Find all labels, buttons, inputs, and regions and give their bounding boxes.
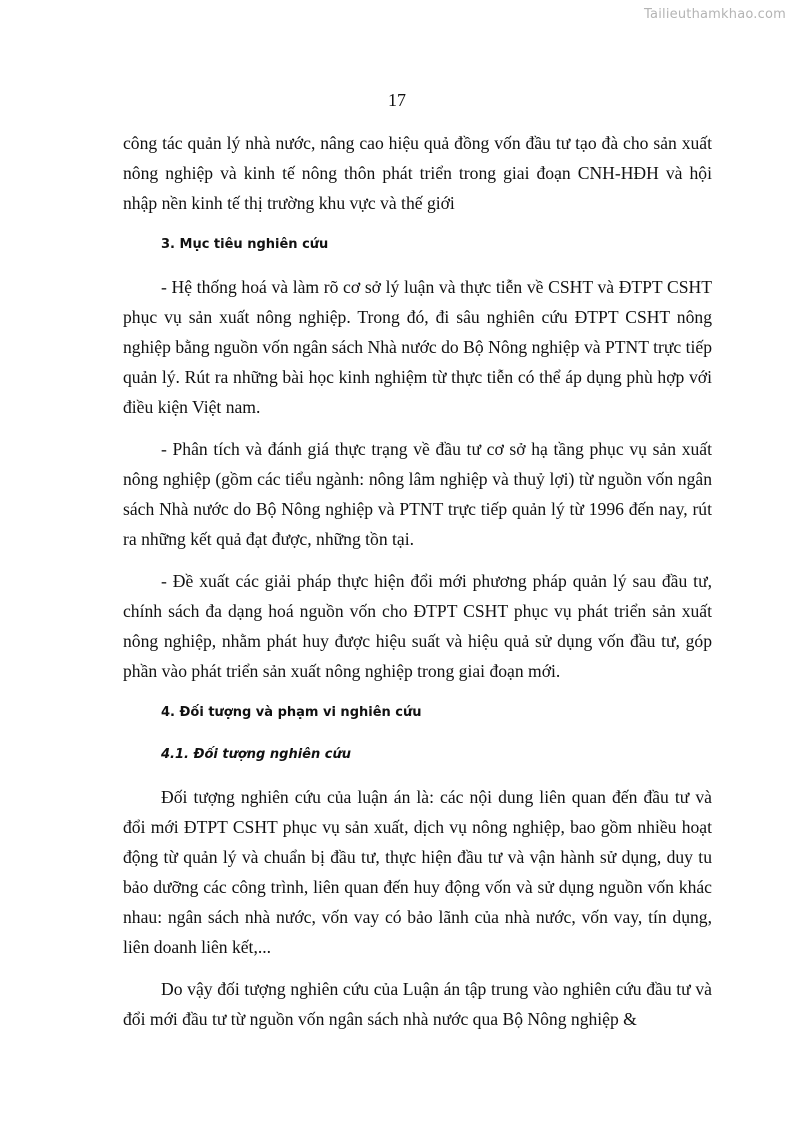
paragraph-objective-1: - Hệ thống hoá và làm rõ cơ sở lý luận và thực tiễn về CSHT và ĐTPT CSHT phục vụ sản xuất nông nghiệp. Trong đó, đi sâu nghiên cứu ĐTPT CSHT nông nghiệp bằng nguồn vốn ngân sách Nhà nước do Bộ Nông nghiệp và PTNT trực tiếp quản lý. Rút ra những bài học kinh nghiệm từ thực tiễn có thể áp dụng phù hợp với điều kiện Việt nam.: [123, 277, 712, 417]
paragraph-research-subject: Đối tượng nghiên cứu của luận án là: các nội dung liên quan đến đầu tư và đổi mới ĐTPT CSHT phục vụ sản xuất, dịch vụ nông nghiệp, bao gồm nhiều hoạt động từ quản lý và chuẩn bị đầu tư, thực hiện đầu tư và vận hành sử dụng, duy tu bảo dưỡng các công trình, liên quan đến huy động vốn và sử dụng nguồn vốn khác nhau: ngân sách nhà nước, vốn vay có bảo lãnh của nhà nước, vốn vay, tín dụng, liên doanh liên kết,...: [123, 787, 712, 957]
document-body: [123, 128, 712, 1046]
page-number: 17: [388, 90, 406, 110]
section-heading-subject-scope: 4. Đối tượng và phạm vi nghiên cứu: [161, 705, 422, 720]
paragraph-objective-3: - Đề xuất các giải pháp thực hiện đổi mới phương pháp quản lý sau đầu tư, chính sách đa dạng hoá nguồn vốn cho ĐTPT CSHT phục vụ phát triển sản xuất nông nghiệp, nhằm phát huy được hiệu suất và hiệu quả sử dụng vốn đầu tư, góp phần vào phát triển sản xuất nông nghiệp trong giai đoạn mới.: [123, 571, 712, 681]
watermark: Tailieuthamkhao.com: [644, 7, 786, 22]
paragraph-research-focus: Do vậy đối tượng nghiên cứu của Luận án tập trung vào nghiên cứu đầu tư và đổi mới đầu tư từ nguồn vốn ngân sách nhà nước qua Bộ Nông nghiệp &: [123, 979, 712, 1029]
section-heading-research-objectives: 3. Mục tiêu nghiên cứu: [161, 237, 329, 252]
paragraph-objective-2: - Phân tích và đánh giá thực trạng về đầu tư cơ sở hạ tầng phục vụ sản xuất nông nghiệp (gồm các tiểu ngành: nông lâm nghiệp và thuỷ lợi) từ nguồn vốn ngân sách Nhà nước do Bộ Nông nghiệp và PTNT trực tiếp quản lý từ 1996 đến nay, rút ra những kết quả đạt được, những tồn tại.: [123, 439, 712, 549]
subsection-heading-research-subject: 4.1. Đối tượng nghiên cứu: [161, 747, 351, 762]
paragraph-intro-continuation: công tác quản lý nhà nước, nâng cao hiệu quả đồng vốn đầu tư tạo đà cho sản xuất nông nghiệp và kinh tế nông thôn phát triển trong giai đoạn CNH-HĐH và hội nhập nền kinh tế thị trường khu vực và thế giới: [123, 133, 712, 213]
